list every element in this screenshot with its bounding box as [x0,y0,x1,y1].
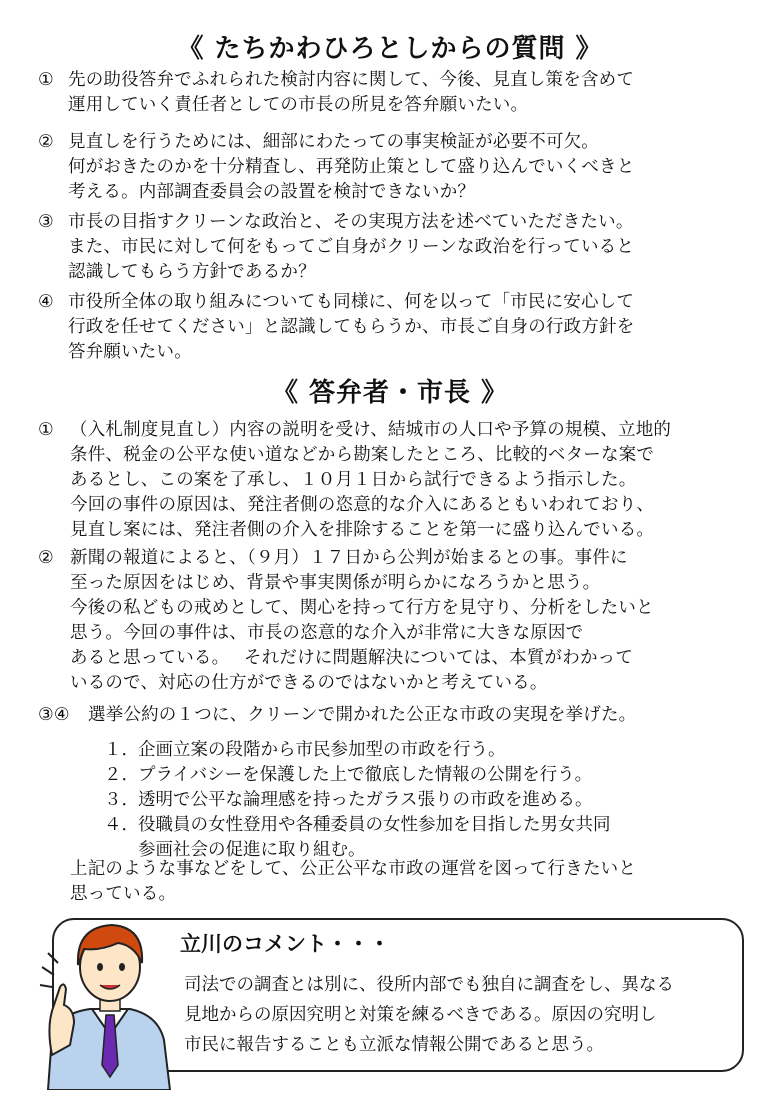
paragraph-line: 運用していく責任者としての市長の所見を答弁願いたい。 [68,95,529,115]
paragraph-line: （入札制度見直し）内容の説明を受け、結城市の人口や予算の規模、立地的 [70,420,672,440]
comment-line: 見地からの原因究明と対策を練るべきである。原因の究明し [184,1005,657,1025]
item-number: ② [38,548,54,568]
comment-text [184,970,674,1060]
pledge-item [104,813,611,863]
paragraph-line: 至った原因をはじめ、背景や事実関係が明らかになろうかと思う。 [70,573,601,593]
paragraph-line: 見直しを行うためには、細部にわたっての事実検証が必要不可欠。 [68,132,599,152]
comment-line: 司法での調査とは別に、役所内部でも独自に調査をし、異なる [184,975,674,995]
paragraph-line: 市役所全体の取り組みについても同様に、何を以って「市民に安心して [68,292,635,312]
pledge-item [104,738,506,763]
pledge-item [104,788,592,813]
item-number: ③④ [38,705,70,725]
answer-item [38,546,654,696]
paragraph-line: 今後の私どもの戒めとして、関心を持って行方を見守り、分析をしたいと [70,598,654,618]
comment-title: 立川のコメント・・・ [180,932,390,956]
question-item [38,130,634,205]
item-number: ② [38,132,54,152]
paragraph-line: 条件、税金の公平な使い道などから勘案したところ、比較的ベターな案で [70,445,655,465]
closing-line: 上記のような事などをして、公正公平な市政の運営を図って行きたいと [70,859,637,879]
comment-line: 市民に報告することも立派な情報公開であると思う。 [184,1035,604,1055]
paragraph-line: あるとし、この案を了承し、１０月１日から試行できるよう指示した。 [70,470,637,490]
pledge-number: ４． [104,815,139,835]
answer-item [38,418,671,543]
pledge-text: 役職員の女性登用や各種委員の女性参加を目指した男女共同 [138,815,611,835]
closing-line: 思っている。 [70,884,177,904]
paragraph-line: 見直し案には、発注者側の介入を排除することを第一に盛り込んでいる。 [70,520,655,540]
paragraph-line: また、市民に対して何をもってご自身がクリーンな政治を行っていると [68,237,635,257]
closing-paragraph [70,857,636,907]
paragraph-line: いるので、対応の仕方ができるのではないかと考えている。 [70,673,548,693]
paragraph-line: 市長の目指すクリーンな政治と、その実現方法を述べていただきたい。 [68,212,634,232]
pledge-number: ３． [104,790,139,810]
answer-heading: 《 答弁者・市長 》 [271,378,509,408]
question-item [38,210,634,285]
paragraph-line: あると思っている。 それだけに問題解決については、本質がわかって [70,648,634,668]
paragraph-line: 行政を任せてください」と認識してもらうか、市長ご自身の行政方針を [68,317,635,337]
item-number: ④ [38,292,54,312]
answer-item [38,703,636,728]
paragraph-line: 選挙公約の１つに、クリーンで開かれた公正な市政の実現を挙げた。 [88,705,637,725]
item-number: ③ [38,212,54,232]
question-item [38,290,634,365]
pledge-text: 企画立案の段階から市民参加型の市政を行う。 [138,740,506,760]
paragraph-line: 考える。内部調査委員会の設置を検討できないか？ [68,182,476,202]
paragraph-line: 今回の事件の原因は、発注者側の恣意的な介入にあるともいわれており、 [70,495,655,515]
paragraph-line: 何がおきたのかを十分精査し、再発防止策として盛り込んでいくべきと [68,157,635,177]
pledge-text: プライバシーを保護した上で徹底した情報の公開を行う。 [138,765,593,785]
pledge-number: ２． [104,765,139,785]
question-item [38,68,634,118]
paragraph-line: 先の助役答弁でふれられた検討内容に関して、今後、見直し策を含めて [68,70,635,90]
item-number: ① [38,70,54,90]
paragraph-line: 新聞の報道によると、（９月）１７日から公判が始まるとの事。事件に [70,548,628,568]
commentator-illustration [30,905,180,1090]
paragraph-line: 思う。今回の事件は、市長の恣意的な介入が非常に大きな原因で [70,623,584,643]
pledge-text: 参画社会の促進に取り組む。 [138,840,366,860]
pledge-text: 透明で公平な論理感を持ったガラス張りの市政を進める。 [138,790,593,810]
paragraph-line: 認識してもらう方針であるか？ [68,262,316,282]
pledge-number: １． [104,740,139,760]
pledge-item [104,763,592,788]
question-heading: 《 たちかわひろとしからの質問 》 [177,34,603,64]
item-number: ① [38,420,54,440]
paragraph-line: 答弁願いたい。 [68,342,192,362]
